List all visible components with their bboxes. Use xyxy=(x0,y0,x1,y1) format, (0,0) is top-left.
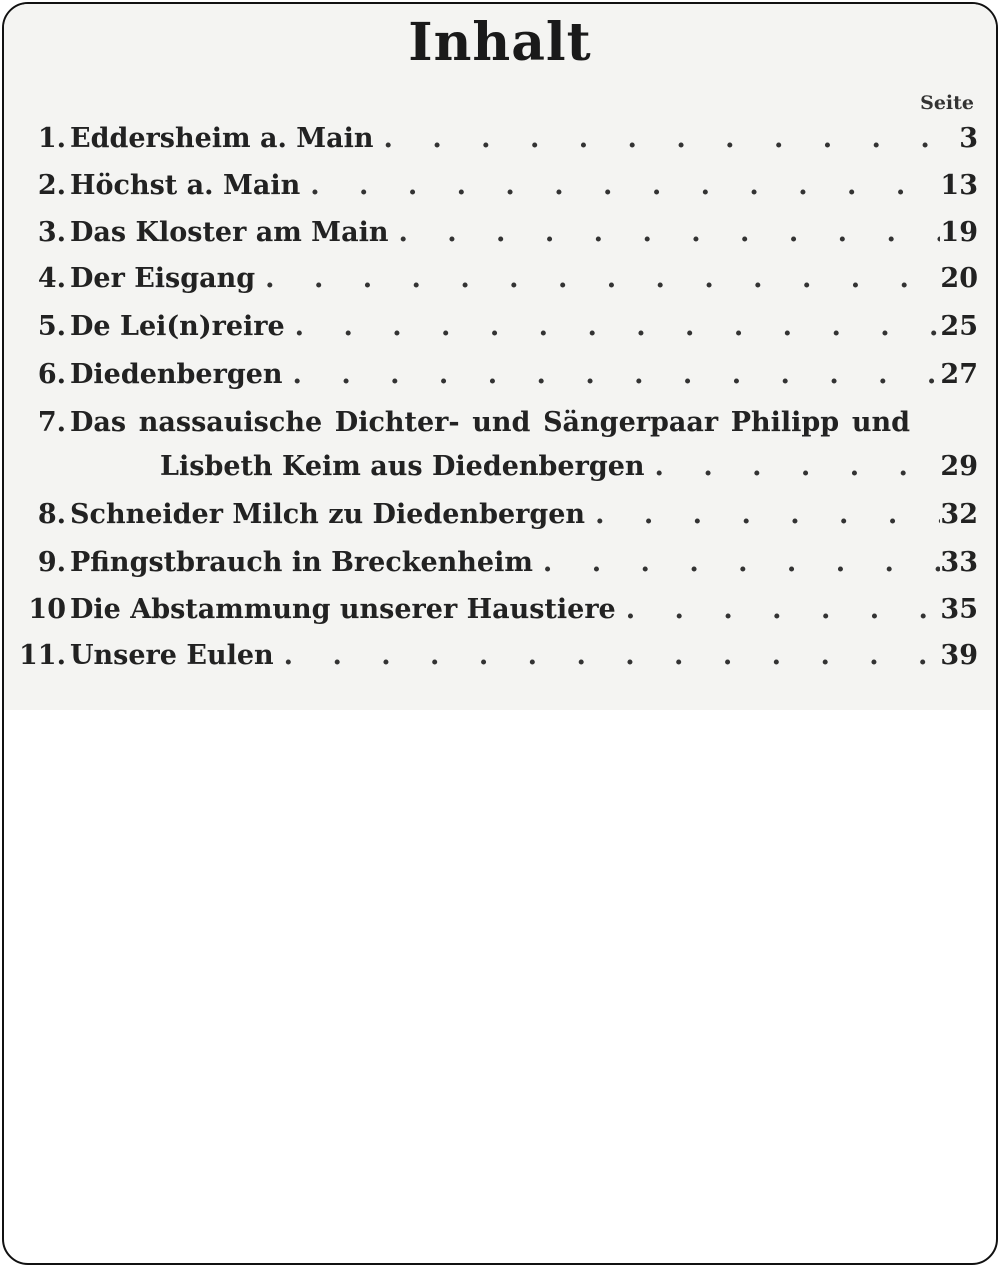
toc-entry xyxy=(4,116,996,162)
toc-entry xyxy=(4,210,996,256)
dot-leader xyxy=(300,163,940,209)
entry-page: 29 xyxy=(940,451,978,482)
dot-leader xyxy=(255,256,940,302)
entry-number: 4. xyxy=(37,263,66,294)
entry-page: 35 xyxy=(940,594,978,625)
entry-title: De Lei(n)reire xyxy=(70,311,285,342)
toc-entry xyxy=(4,540,996,586)
entry-title: Eddersheim a. Main xyxy=(70,123,374,154)
entry-title-line-1 xyxy=(70,400,910,446)
entry-page: 19 xyxy=(940,217,978,248)
entry-page: 27 xyxy=(940,359,978,390)
entry-page: 25 xyxy=(940,311,978,342)
dot-leader xyxy=(645,444,941,490)
entry-page: 20 xyxy=(940,263,978,294)
entry-number: 5. xyxy=(37,311,66,342)
entry-title: Pfingstbrauch in Breckenheim xyxy=(70,547,533,578)
dot-leader xyxy=(585,492,940,538)
toc-entry xyxy=(4,163,996,209)
dot-leader xyxy=(374,116,942,162)
dot-leader xyxy=(533,540,941,586)
entry-number: 9. xyxy=(37,547,66,578)
entry-title: Höchst a. Main xyxy=(70,170,301,201)
dot-leader xyxy=(274,633,941,679)
entry-title: Das Kloster am Main xyxy=(70,217,389,248)
scanned-page xyxy=(4,4,996,710)
toc-entry xyxy=(4,633,996,679)
entry-number: 8. xyxy=(37,499,66,530)
entry-page: 13 xyxy=(940,170,978,201)
toc-entry xyxy=(4,256,996,302)
entry-title-word: nassauische xyxy=(138,407,323,438)
entry-title-word: und xyxy=(472,407,531,438)
entry-number: 1. xyxy=(37,123,66,154)
entry-title-word: Das xyxy=(70,407,127,438)
entry-title-word: Philipp xyxy=(730,407,840,438)
entry-page: 33 xyxy=(940,547,978,578)
entry-title: Diedenbergen xyxy=(70,359,283,390)
entry-title: Der Eisgang xyxy=(70,263,256,294)
entry-title-word: Dichter- xyxy=(334,407,460,438)
dot-leader xyxy=(388,210,940,256)
entry-number: 3. xyxy=(37,217,66,248)
entry-title-line-2: Lisbeth Keim aus Diedenbergen xyxy=(160,451,645,482)
entry-title-word: Sängerpaar xyxy=(543,407,719,438)
dot-leader xyxy=(283,352,941,398)
toc-entry xyxy=(4,304,996,350)
entry-page: 3 xyxy=(959,123,978,154)
entry-number: 7. xyxy=(37,407,66,438)
dot-leader xyxy=(616,587,941,633)
entry-title: Unsere Eulen xyxy=(70,640,274,671)
entry-number: 10 xyxy=(28,594,66,625)
toc-entry xyxy=(4,352,996,398)
entry-title-word: und xyxy=(851,407,910,438)
dot-leader xyxy=(285,304,941,350)
entry-number: 6. xyxy=(37,359,66,390)
page-column-header: Seite xyxy=(920,92,974,114)
toc-entry xyxy=(4,400,996,492)
entry-title: Schneider Milch zu Diedenbergen xyxy=(70,499,586,530)
entry-title: Die Abstammung unserer Haustiere xyxy=(70,594,616,625)
toc-entry xyxy=(4,492,996,538)
entry-page: 39 xyxy=(940,640,978,671)
document-frame xyxy=(2,2,998,1265)
entry-number: 11. xyxy=(19,640,66,671)
toc-entry xyxy=(4,587,996,633)
page-title: Inhalt xyxy=(408,12,592,73)
entry-page: 32 xyxy=(940,499,978,530)
entry-number: 2. xyxy=(37,170,66,201)
